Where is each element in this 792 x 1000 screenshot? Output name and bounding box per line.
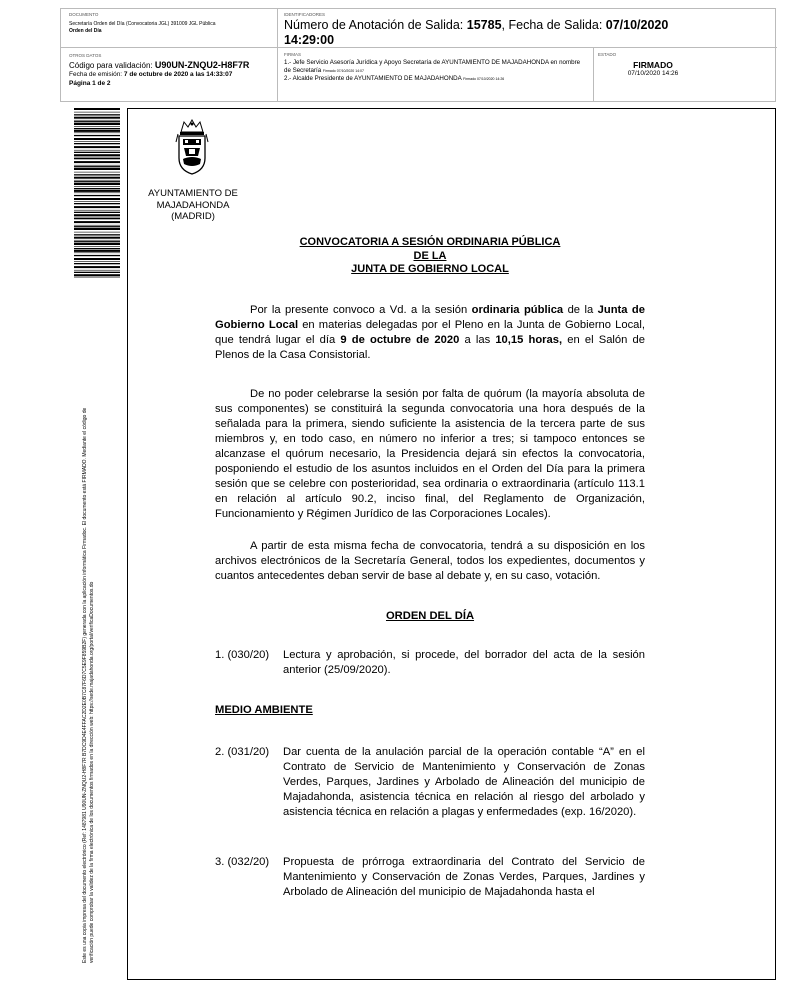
documento-line1: Secretaría Orden del Día (Convocatoria JGL) 391009 JGL Pública <box>69 21 216 27</box>
agenda-item-2-num: 2. (031/20) <box>215 746 270 758</box>
barcode-bar <box>74 152 120 153</box>
barcode-bar <box>74 218 120 219</box>
barcode-bar <box>74 135 120 136</box>
barcode-bar <box>74 165 120 166</box>
agenda-item-1-text: Lectura y aprobación, si procede, del borrador del acta de la sesión anterior (25/09/2020). <box>283 649 645 676</box>
p1-b2: Junta de Gobierno Local <box>215 304 645 331</box>
documento-cell <box>61 9 278 48</box>
firmas-cell <box>278 48 594 101</box>
title-line1: CONVOCATORIA A SESIÓN ORDINARIA PÚBLICA <box>299 236 561 248</box>
barcode-bar <box>74 258 120 260</box>
pagina-indicator: Página 1 de 2 <box>69 79 111 87</box>
p1-t3: en materias delegadas por el Pleno en la Junta de Gobierno Local, que tendrá lugar el día <box>215 319 645 346</box>
barcode-bar <box>74 181 120 182</box>
paragraph-convocatoria <box>215 303 645 363</box>
documento-caption: DOCUMENTO <box>69 12 99 17</box>
estado-caption: ESTADO <box>598 52 617 57</box>
title-line2: DE LA <box>413 249 447 262</box>
barcode-bar <box>74 157 120 158</box>
barcode-bar <box>74 133 120 134</box>
barcode-bar <box>74 253 120 254</box>
barcode-bar <box>74 266 120 268</box>
barcode-bar <box>74 270 120 271</box>
firma-2 <box>284 75 587 84</box>
p1-b1: ordinaria pública <box>471 304 564 316</box>
barcode-bar <box>74 241 120 242</box>
barcode-bar <box>74 261 120 262</box>
barcode-bar <box>74 172 120 173</box>
barcode-bar <box>74 212 120 213</box>
barcode-bar <box>74 274 120 276</box>
barcode-bar <box>74 168 120 170</box>
anotacion-numero: 15785 <box>466 18 502 32</box>
paragraph-expedientes <box>215 539 645 584</box>
barcode-bar <box>74 240 120 241</box>
coat-of-arms-icon <box>175 118 209 178</box>
estado-cell <box>594 48 777 101</box>
barcode-bar <box>74 217 120 218</box>
barcode-bar <box>74 177 120 179</box>
p1-t4: a las <box>459 334 496 346</box>
barcode-bar <box>74 195 120 196</box>
firmas-caption: FIRMAS <box>284 52 302 57</box>
barcode-bar <box>74 234 120 235</box>
barcode-bar <box>74 146 120 148</box>
codigo-validacion <box>69 60 269 71</box>
barcode-bar <box>74 190 120 192</box>
barcode-bar <box>74 206 120 208</box>
barcode-bar <box>74 203 120 204</box>
documento-line2: Orden del Día <box>69 27 102 34</box>
verification-side-text <box>82 298 95 963</box>
title-line3: JUNTA DE GOBIERNO LOCAL <box>351 263 509 275</box>
identificadores-cell <box>278 9 777 48</box>
estado-status: FIRMADO <box>633 60 673 70</box>
document-header <box>60 8 776 102</box>
barcode-bar <box>74 193 120 194</box>
barcode-bar <box>74 174 120 175</box>
barcode-bar <box>74 112 120 113</box>
barcode-bar <box>74 120 120 121</box>
p1-t1: Por la presente convoco a Vd. a la sesión <box>250 304 472 316</box>
barcode-bar <box>74 161 120 163</box>
barcode-bar <box>74 141 120 142</box>
barcode-bar <box>74 188 120 189</box>
firma-1 <box>284 59 587 75</box>
emision-value: 7 de octubre de 2020 a las 14:33:07 <box>123 71 233 78</box>
firma-1-meta: Firmado 07/10/2020 14:07 <box>322 68 364 73</box>
barcode-bar <box>74 186 120 187</box>
barcode-bar <box>74 250 120 252</box>
otros-datos-caption: OTROS DATOS <box>69 53 102 58</box>
firma-2-text: 2.- Alcalde Presidente de AYUNTAMIENTO DE MAJADAHONDA <box>284 75 462 82</box>
barcode-bar <box>74 180 120 181</box>
barcode-bar <box>74 138 120 140</box>
barcode-bar <box>74 154 120 156</box>
barcode-bar <box>74 130 120 132</box>
document-title <box>215 236 645 277</box>
barcode-bar <box>74 128 120 129</box>
identificadores-caption: IDENTIFICADORES <box>284 12 326 17</box>
anotacion-label: Número de Anotación de Salida: <box>284 18 467 32</box>
barcode-bar <box>74 243 120 245</box>
issuer-line3: (MADRID) <box>171 211 215 222</box>
barcode-bar <box>74 150 120 151</box>
barcode-bar <box>74 226 120 227</box>
side-text-line1: Este es una copia impresa del documento electrónico (Ref: 1487981 U90UN-ZNQU2-H8F7R B7DC9D4E4FFAC2D2E0B7C87F6D7C5E9F859B2F) generada con la aplicación informática Firmadoc. El documento está FIRMADO. Mediante el código de <box>82 407 88 963</box>
p3-text: A partir de esta misma fecha de convocatoria, tendrá a su disposición en los archivos electrónicos de la Secretaría General, todos los expedientes, documentos y cuantos antecedentes deban servir de base al debate y, en su caso, votación. <box>215 540 645 582</box>
barcode-bar <box>74 108 120 110</box>
firma-1-text: 1.- Jefe Servicio Asesoría Jurídica y Apoyo Secretaría de AYUNTAMIENTO DE MAJADAHONDA en nombre de Secretaría <box>284 59 581 74</box>
agenda-item-1-num: 1. (030/20) <box>215 649 270 661</box>
issuer-line1: AYUNTAMIENTO DE <box>148 188 238 199</box>
barcode-bar <box>74 228 120 230</box>
p1-b4: 10,15 horas, <box>495 334 563 346</box>
p1-t5: en el Salón de Plenos de la Casa Consistorial. <box>215 334 645 361</box>
barcode-bar <box>74 237 120 239</box>
barcode-bar <box>74 263 120 264</box>
hora-salida: 14:29:00 <box>284 33 335 47</box>
barcode-bar <box>74 143 120 144</box>
p1-t2: de la <box>563 304 598 316</box>
anotacion-salida <box>284 18 771 48</box>
firma-2-meta: Firmado 07/10/2020 14:26 <box>463 77 505 81</box>
barcode-bar <box>74 255 120 256</box>
p1-b3: 9 de octubre de 2020 <box>340 334 460 346</box>
barcode-bar <box>74 210 120 211</box>
barcode-bar <box>74 198 120 200</box>
barcode-bar <box>74 126 120 127</box>
estado-date: 07/10/2020 14:26 <box>627 70 679 77</box>
otros-datos-cell <box>61 48 278 101</box>
barcode-bar <box>74 183 120 185</box>
issuer-name <box>143 188 243 223</box>
fecha-emision <box>69 71 269 80</box>
barcode-bar <box>74 114 120 115</box>
codigo-label: Código para validación: <box>69 61 155 70</box>
agenda-item-3-num: 3. (032/20) <box>215 856 270 868</box>
barcode-bar <box>74 214 120 216</box>
barcode-bar <box>74 166 120 167</box>
barcode-bar <box>74 246 120 247</box>
paragraph-quorum <box>215 387 645 522</box>
barcode-bar <box>74 277 120 278</box>
fecha-salida-label: , Fecha de Salida: <box>501 18 606 32</box>
barcode-bar <box>74 232 120 233</box>
section-medio-ambiente: MEDIO AMBIENTE <box>215 704 313 716</box>
barcode-bar <box>74 272 120 273</box>
p2-text: De no poder celebrarse la sesión por falta de quórum (la mayoría absoluta de sus componentes) se constituirá la segunda convocatoria una hora después de la señalada para la primera, siendo suficiente la asistencia de la tercera parte de sus miembros y, en todo caso, en número no inferior a tres; si tampoco entonces se alcanzase el quórum necesario, la Presidencia dejará sin efectos la convocatoria, posponiendo el estudio de los asuntos incluidos en el Orden del Día para la primera sesión que se celebre con posterioridad, sea ordinaria o extraordinaria (artículo 113.1 en relación al artículo 90.2, inciso final, del Reglamento de Organización, Funcionamiento y Régimen Jurídico de las Corporaciones Locales). <box>215 388 645 520</box>
barcode-bar <box>74 123 120 125</box>
barcode-bar <box>74 221 120 223</box>
codigo-value: U90UN-ZNQU2-H8F7R <box>154 60 250 70</box>
issuer-line2: MAJADAHONDA <box>156 199 230 211</box>
emision-label: Fecha de emisión: <box>69 71 124 78</box>
barcode-bar <box>74 158 120 159</box>
barcode-bar <box>74 248 120 249</box>
barcode-bar <box>74 225 120 226</box>
side-text-line2: verificación puede comprobar la validez de la firma electrónica de los documentos firmados en la dirección web: https://sede.majadahonda.org/portal/verificaDocumentos.do <box>88 581 95 963</box>
barcode-bar <box>74 201 120 202</box>
barcode <box>74 108 120 278</box>
fecha-salida: 07/10/2020 <box>605 18 669 32</box>
agenda-item-3-text: Propuesta de prórroga extraordinaria del Contrato del Servicio de Mantenimiento y Conservación de Zonas Verdes, Parques, Jardines y Arbolado de Alineación del municipio de Majadahonda hasta el <box>283 856 645 898</box>
barcode-bar <box>74 117 120 119</box>
agenda-item-2-text: Dar cuenta de la anulación parcial de la operación contable “A” en el Contrato de Servicio de Mantenimiento y Conservación de Zonas Verdes, Parques, Jardines y Arbolado de Alineación del municipio de Majadahonda, asistencia técnica en relación al riesgo del arbolado y asistencia técnica en relación a plagas y enfermedades (exp. 16/2020). <box>283 746 645 818</box>
barcode-bar <box>74 121 120 122</box>
orden-del-dia-heading: ORDEN DEL DÍA <box>385 610 475 622</box>
